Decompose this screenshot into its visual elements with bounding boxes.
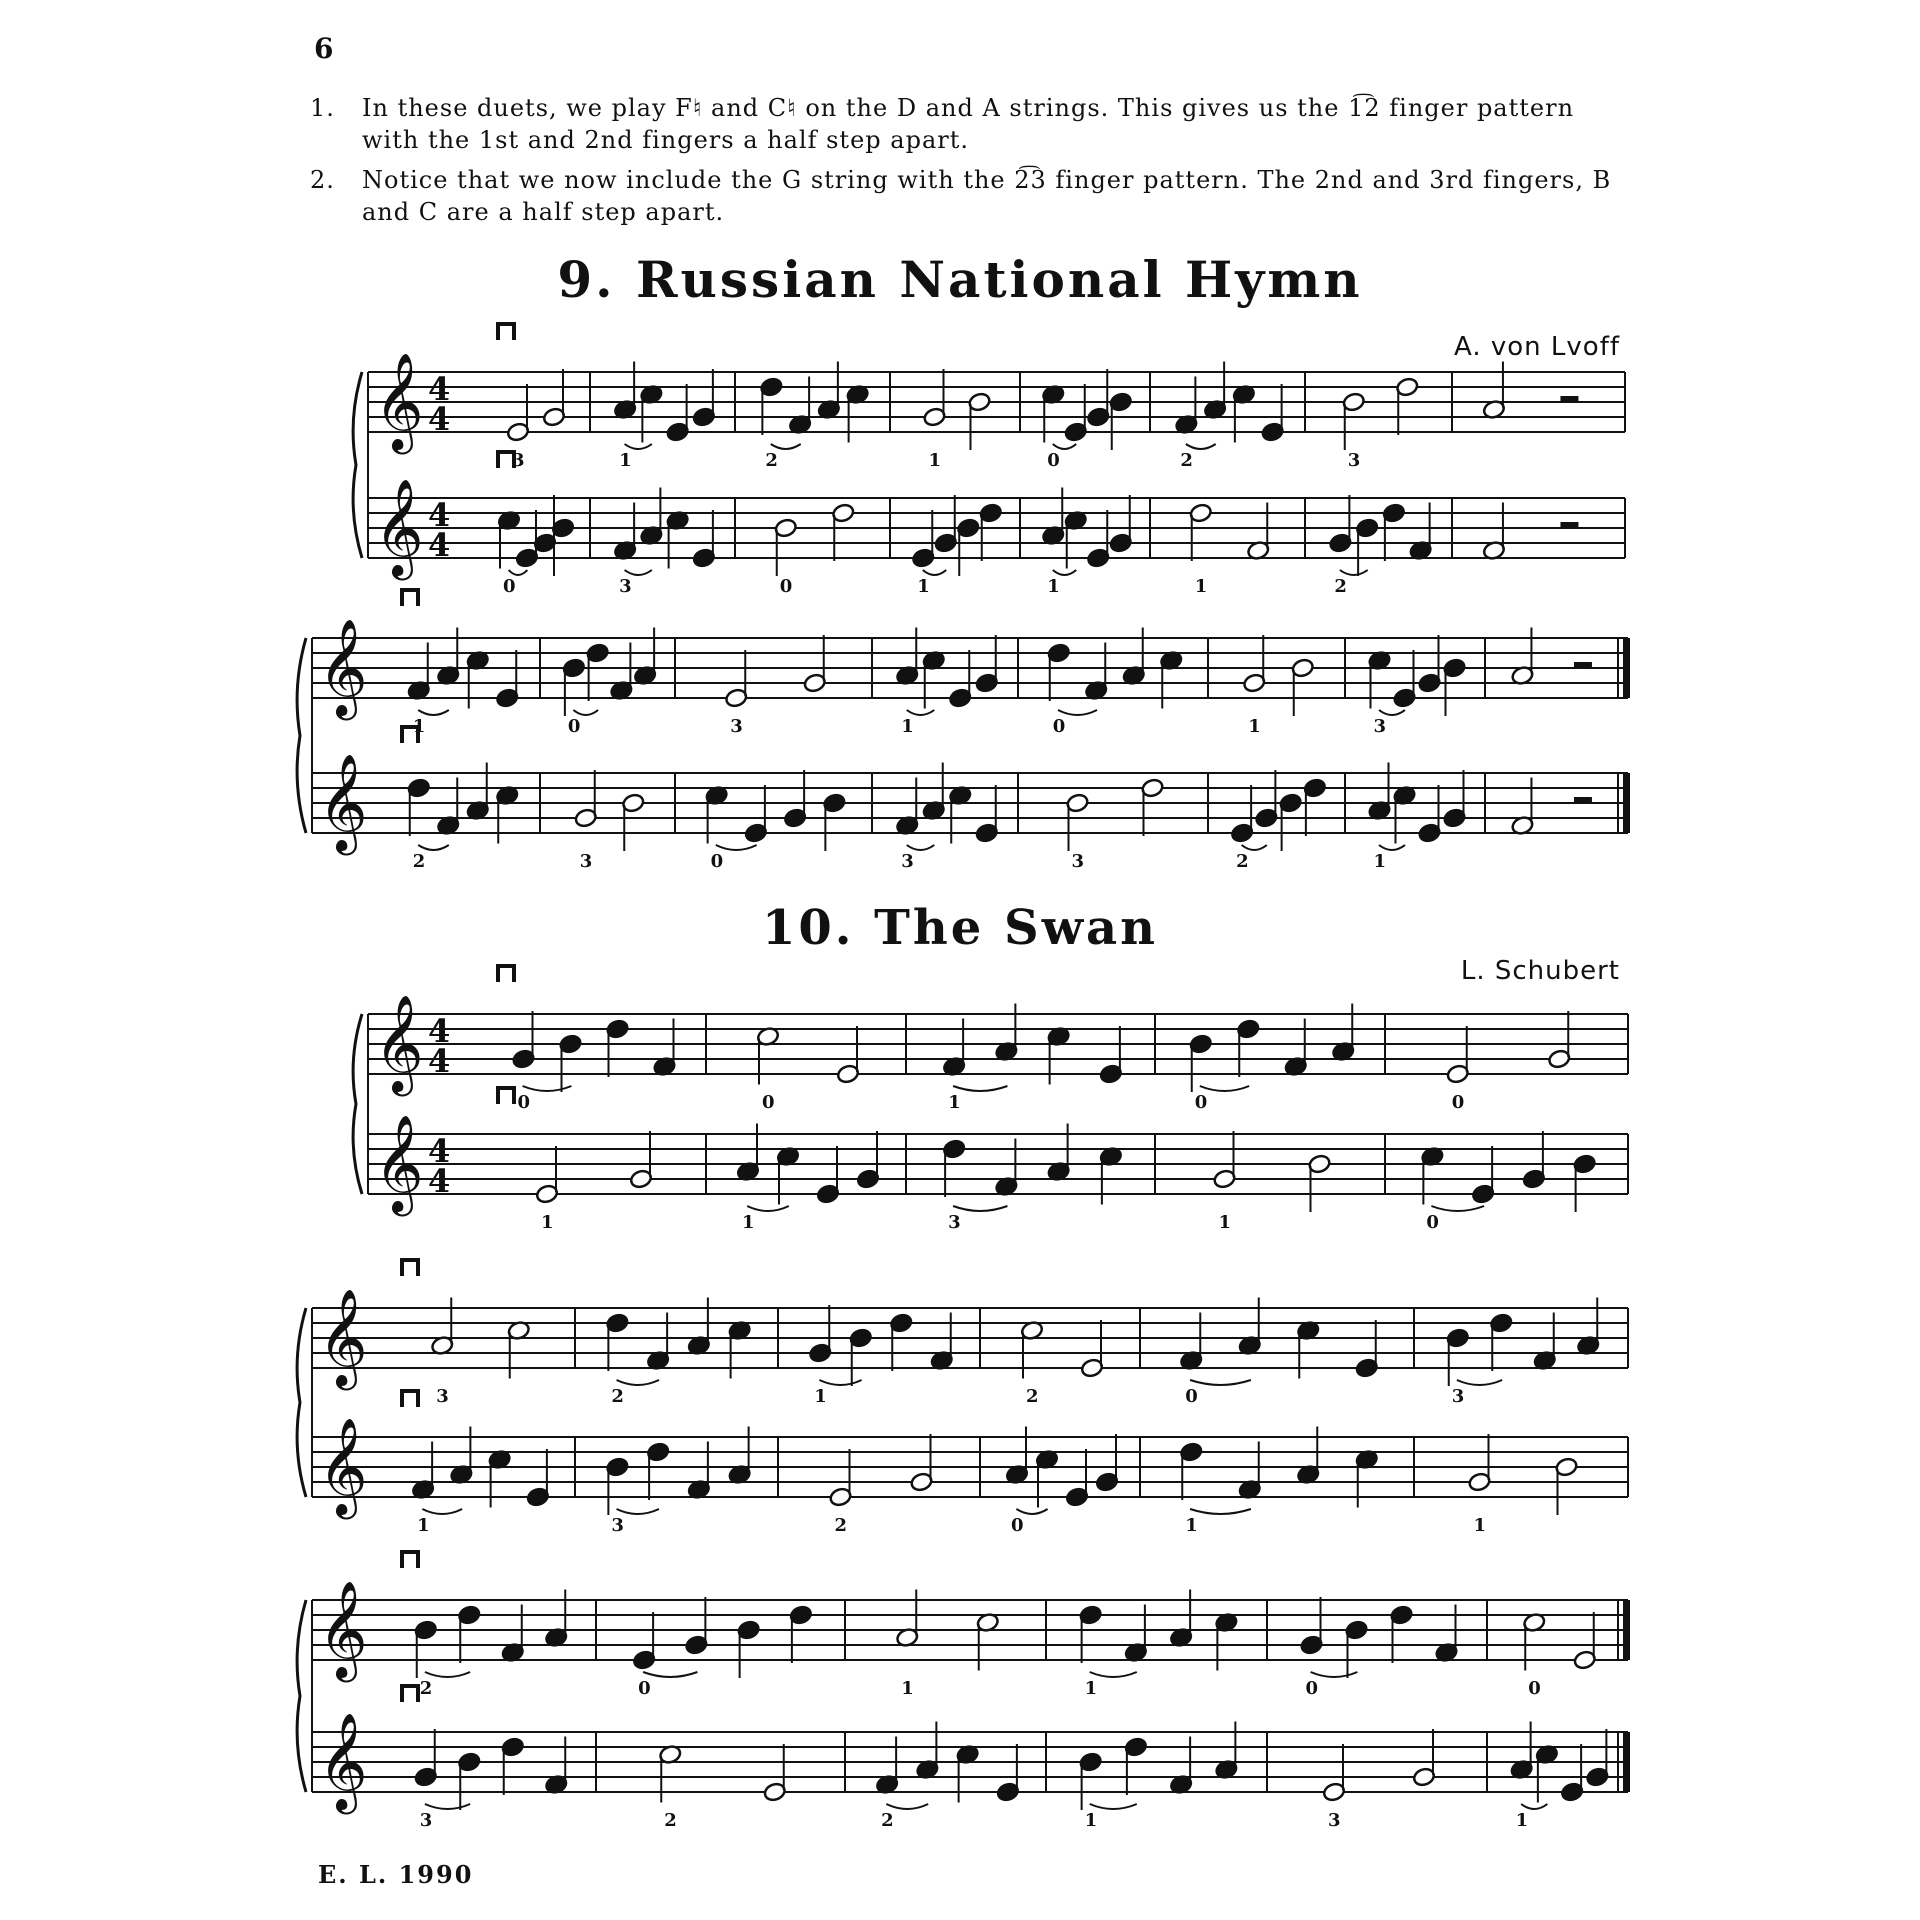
instruction-number: 1. (310, 94, 335, 122)
slur (1200, 1086, 1249, 1091)
fingering-number: 1 (1473, 1515, 1487, 1536)
fingering-number: 0 (1185, 1386, 1198, 1407)
composer-name: A. von Lvoff (1454, 332, 1620, 362)
fingering-number: 1 (1194, 576, 1208, 597)
slur (1379, 710, 1405, 715)
slur (923, 570, 946, 575)
fingering-number: 0 (567, 716, 581, 737)
slur (573, 710, 598, 715)
slur (886, 1804, 928, 1809)
fingering-number: 0 (710, 851, 724, 872)
fingering-number: 3 (1451, 1386, 1465, 1407)
fingering-number: 2 (765, 450, 778, 471)
slur (523, 1086, 572, 1091)
time-signature-bottom: 4 (428, 1162, 451, 1200)
fingering-number: 0 (1451, 1092, 1465, 1113)
fingering-number: 3 (419, 1810, 433, 1831)
fingering-number: 3 (579, 851, 593, 872)
slur (907, 845, 935, 850)
slur (1090, 1804, 1137, 1809)
fingering-number: 2 (1026, 1386, 1039, 1407)
slur (1431, 1206, 1484, 1211)
fingering-number: 1 (1373, 851, 1387, 872)
page-number: 6 (314, 32, 334, 65)
time-signature-bottom: 4 (428, 400, 451, 438)
fingering-number: 3 (512, 450, 525, 471)
fingering-number: 0 (1305, 1678, 1319, 1699)
fingering-number: 0 (638, 1678, 651, 1699)
fingering-number: 2 (1236, 851, 1249, 872)
treble-clef-icon: 𝄞 (318, 1288, 368, 1386)
final-bar-thick (1623, 638, 1630, 698)
slur (1242, 845, 1267, 850)
slur (643, 1672, 697, 1677)
slur (425, 1672, 470, 1677)
fingering-number: 1 (1515, 1810, 1529, 1831)
fingering-number: 0 (503, 576, 516, 597)
fingering-number: 1 (541, 1212, 554, 1233)
time-signature-top: 4 (428, 370, 451, 408)
fingering-number: 0 (1047, 450, 1060, 471)
slur (1521, 1804, 1547, 1809)
brace (353, 1014, 362, 1194)
time-signature-bottom: 4 (428, 526, 451, 564)
fingering-number: 1 (619, 450, 632, 471)
slur (953, 1086, 1007, 1091)
half-rest (1560, 396, 1578, 402)
fingering-number: 1 (1185, 1515, 1198, 1536)
treble-clef-icon: 𝄞 (318, 1712, 368, 1810)
fingering-number: 1 (948, 1092, 961, 1113)
half-rest (1560, 522, 1578, 528)
instruction-number: 2. (310, 166, 335, 194)
slur (1379, 845, 1405, 850)
fingering-number: 2 (881, 1810, 894, 1831)
time-signature-top: 4 (428, 1012, 451, 1050)
fingering-number: 1 (1047, 576, 1060, 597)
piece-title: 10. The Swan (761, 900, 1159, 956)
edition-code: E. L. 1990 (318, 1860, 474, 1889)
fingering-number: 2 (664, 1810, 677, 1831)
fingering-number: 3 (1347, 450, 1361, 471)
fingering-number: 2 (412, 851, 426, 872)
slur (953, 1206, 1007, 1211)
down-bow-icon (498, 966, 514, 982)
fingering-number: 1 (1084, 1678, 1098, 1699)
down-bow-icon (402, 1552, 418, 1568)
brace (353, 372, 362, 558)
fingering-number: 3 (1328, 1810, 1341, 1831)
treble-clef-icon: 𝄞 (318, 1580, 368, 1678)
brace (297, 638, 306, 833)
slur (625, 570, 652, 575)
treble-clef-icon: 𝄞 (318, 618, 368, 716)
slur (625, 444, 652, 449)
down-bow-icon (498, 324, 514, 340)
slur (1058, 710, 1097, 715)
fingering-number: 1 (814, 1386, 827, 1407)
down-bow-icon (402, 1260, 418, 1276)
fingering-number: 1 (901, 1678, 914, 1699)
slur (1053, 570, 1076, 575)
slur (1340, 570, 1368, 575)
fingering-number: 3 (1373, 716, 1387, 737)
fingering-number: 2 (834, 1515, 848, 1536)
fingering-number: 1 (417, 1515, 430, 1536)
fingering-number: 0 (1011, 1515, 1024, 1536)
slur (418, 845, 449, 850)
fingering-number: 3 (611, 1515, 624, 1536)
fingering-number: 3 (948, 1212, 961, 1233)
fingering-number: 0 (762, 1092, 775, 1113)
fingering-number: 3 (730, 716, 743, 737)
fingering-number: 0 (1194, 1092, 1208, 1113)
slur (1053, 444, 1076, 449)
fingering-number: 1 (1218, 1212, 1232, 1233)
fingering-number: 2 (1334, 576, 1347, 597)
fingering-number: 0 (1426, 1212, 1439, 1233)
slur (509, 570, 528, 575)
fingering-number: 1 (901, 716, 914, 737)
slur (617, 1509, 659, 1514)
slur (819, 1380, 861, 1385)
slur (716, 845, 757, 850)
down-bow-icon (402, 590, 418, 606)
final-bar-thick (1623, 1732, 1630, 1792)
fingering-number: 0 (1052, 716, 1066, 737)
treble-clef-icon: 𝄞 (374, 1114, 424, 1212)
fingering-number: 3 (619, 576, 632, 597)
fingering-number: 1 (928, 450, 942, 471)
fingering-number: 2 (611, 1386, 624, 1407)
fingering-number: 1 (742, 1212, 755, 1233)
down-bow-icon (498, 1088, 514, 1104)
fingering-number: 1 (412, 716, 426, 737)
slur (1190, 1380, 1251, 1385)
fingering-number: 1 (917, 576, 930, 597)
fingering-number: 0 (779, 576, 793, 597)
time-signature-top: 4 (428, 496, 451, 534)
down-bow-icon (402, 1686, 418, 1702)
slur (418, 710, 449, 715)
fingering-number: 0 (1528, 1678, 1541, 1699)
treble-clef-icon: 𝄞 (374, 478, 424, 576)
fingering-number: 3 (901, 851, 914, 872)
down-bow-icon (402, 1391, 418, 1407)
piece-title: 9. Russian National Hymn (557, 250, 1363, 309)
fingering-number: 3 (1071, 851, 1085, 872)
half-rest (1574, 662, 1592, 668)
final-bar-thick (1623, 1600, 1630, 1660)
treble-clef-icon: 𝄞 (374, 994, 424, 1092)
fingering-number: 1 (1248, 716, 1261, 737)
slur (1190, 1509, 1251, 1514)
fingering-number: 1 (1084, 1810, 1098, 1831)
half-rest (1574, 797, 1592, 803)
slur (1311, 1672, 1358, 1677)
treble-clef-icon: 𝄞 (318, 1417, 368, 1515)
brace (297, 1600, 306, 1792)
instruction-text: Notice that we now include the G string with the 2͡3 finger pattern. The 2nd and 3rd fingers, B and C are a half step apart. (362, 166, 1612, 226)
fingering-number: 2 (1180, 450, 1193, 471)
fingering-number: 0 (517, 1092, 531, 1113)
treble-clef-icon: 𝄞 (374, 352, 424, 450)
slur (771, 444, 801, 449)
treble-clef-icon: 𝄞 (318, 753, 368, 851)
slur (747, 1206, 789, 1211)
slur (1457, 1380, 1502, 1385)
slur (617, 1380, 659, 1385)
slur (422, 1509, 462, 1514)
fingering-number: 2 (419, 1678, 433, 1699)
slur (1090, 1672, 1137, 1677)
time-signature-top: 4 (428, 1132, 451, 1170)
slur (1186, 444, 1216, 449)
slur (425, 1804, 470, 1809)
fingering-number: 3 (436, 1386, 449, 1407)
slur (907, 710, 935, 715)
instruction-text: In these duets, we play F♮ and C♮ on the D and A strings. This gives us the 1͡2 finger pattern with the 1st and 2nd fingers a half step apart. (362, 94, 1575, 154)
brace (297, 1308, 306, 1497)
time-signature-bottom: 4 (428, 1042, 451, 1080)
slur (1016, 1509, 1047, 1514)
final-bar-thick (1623, 773, 1630, 833)
composer-name: L. Schubert (1460, 956, 1620, 986)
